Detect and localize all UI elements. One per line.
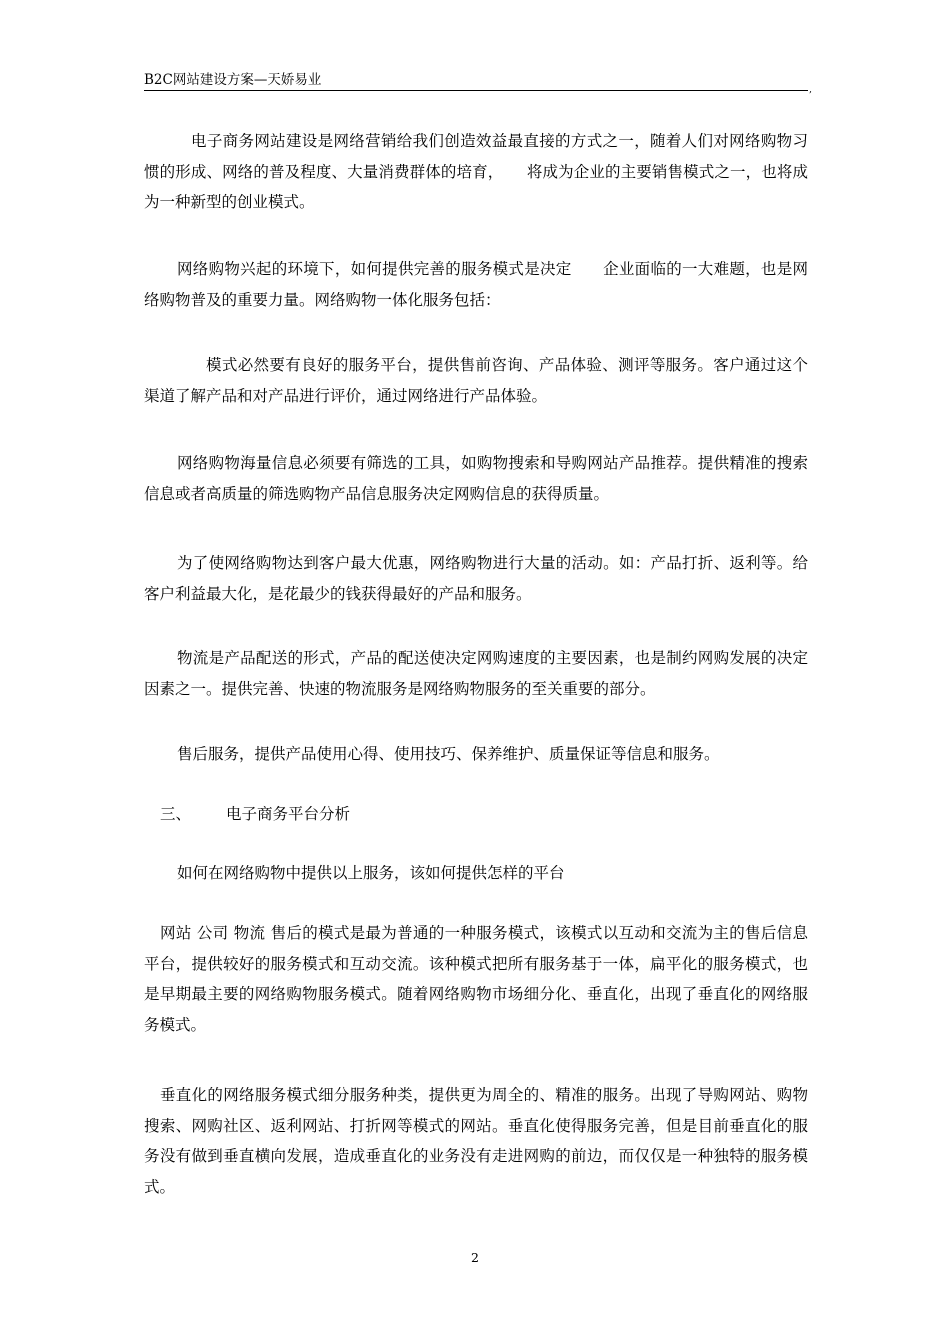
- paragraph-search: 网络购物海量信息必须要有筛选的工具，如购物搜索和导购网站产品推荐。提供精准的搜索信息或者高质量的筛选购物产品信息服务决定网购信息的获得质量。: [144, 454, 808, 503]
- paragraph-question: 如何在网络购物中提供以上服务，该如何提供怎样的平台: [177, 864, 565, 882]
- paragraph-after-sales: 售后服务，提供产品使用心得、使用技巧、保养维护、质量保证等信息和服务。: [177, 745, 720, 763]
- paragraph-logistics: 物流是产品配送的形式，产品的配送使决定网购速度的主要因素，也是制约网购发展的决定因素之一。提供完善、快速的物流服务是网络购物服务的至关重要的部分。: [144, 649, 808, 698]
- page-number: 2: [471, 1250, 479, 1265]
- paragraph-discount: 为了使网络购物达到客户最大优惠，网络购物进行大量的活动。如：产品打折、返利等。给客户利益最大化，是花最少的钱获得最好的产品和服务。: [144, 554, 808, 603]
- header-end-mark: ,: [809, 85, 812, 95]
- page-header: [144, 72, 812, 95]
- paragraph-vertical-model: 垂直化的网络服务模式细分服务种类，提供更为周全的、精准的服务。出现了导购网站、购物搜索、网购社区、返利网站、打折网等模式的网站。垂直化使得服务完善，但是目前垂直化的服务没有做到垂直横向发展，造成垂直化的业务没有走进网购的前边，而仅仅是一种独特的服务模式。: [144, 1086, 808, 1196]
- paragraph-service-mode: 网络购物兴起的环境下，如何提供完善的服务模式是决定 企业面临的一大难题，也是网络购物普及的重要力量。网络购物一体化服务包括：: [144, 260, 808, 309]
- section-title: 电子商务平台分析: [226, 805, 351, 823]
- section-number: 三、: [160, 805, 192, 823]
- paragraph-intro: 电子商务网站建设是网络营销给我们创造效益最直接的方式之一，随着人们对网络购物习惯的形成、网络的普及程度、大量消费群体的培育， 将成为企业的主要销售模式之一，也将成为一种新型的创业模式。: [144, 132, 808, 211]
- header-title: B2C网站建设方案—天娇易业: [144, 72, 322, 88]
- paragraph-flat-model: 网站 公司 物流 售后的模式是最为普通的一种服务模式，该模式以互动和交流为主的售后信息平台，提供较好的服务模式和互动交流。该种模式把所有服务基于一体，扁平化的服务模式，也是早期最主要的网络购物服务模式。随着网络购物市场细分化、垂直化，出现了垂直化的网络服务模式。: [144, 924, 808, 1034]
- paragraph-platform: 模式必然要有良好的服务平台，提供售前咨询、产品体验、测评等服务。客户通过这个渠道了解产品和对产品进行评价，通过网络进行产品体验。: [144, 356, 808, 405]
